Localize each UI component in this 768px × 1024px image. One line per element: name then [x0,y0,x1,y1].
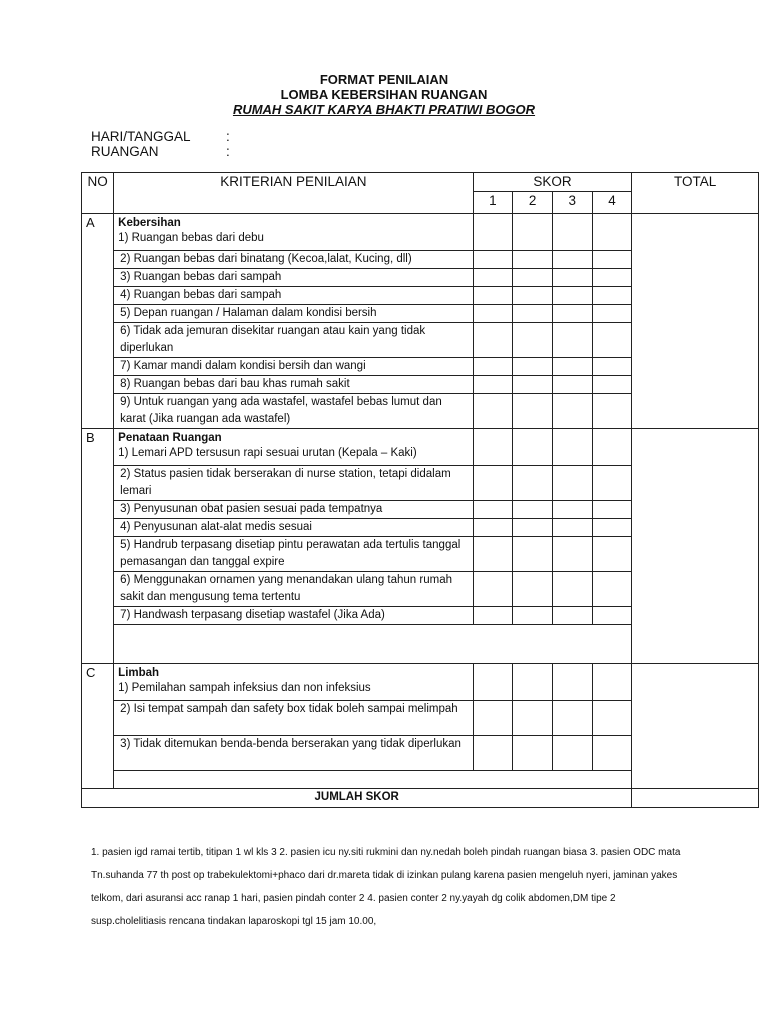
title-line-3: RUMAH SAKIT KARYA BHAKTI PRATIWI BOGOR [232,102,536,117]
score-cell[interactable] [513,664,553,701]
criteria-text: 9) Untuk ruangan yang ada wastafel, wastafel bebas lumut dan karat (Jika ruangan ada wastafel) [114,394,473,429]
criteria-text: 1) Pemilahan sampah infeksius dan non infeksius [118,682,371,694]
score-cell[interactable] [513,537,553,572]
jumlah-row [82,789,759,808]
score-cell[interactable] [592,251,632,269]
section-heading-row [82,214,759,251]
score-cell[interactable] [513,323,553,358]
score-cell[interactable] [513,519,553,537]
score-cell[interactable] [592,701,632,736]
criteria-text: 3) Ruangan bebas dari sampah [114,269,473,287]
section-heading-label: Limbah [118,667,160,679]
header-kriteria: KRITERIAN PENILAIAN [114,173,473,214]
score-cell[interactable] [513,394,553,429]
score-cell[interactable] [473,501,513,519]
jumlah-total-cell[interactable] [632,789,759,808]
score-cell[interactable] [513,376,553,394]
skor-col-4: 4 [592,192,632,214]
score-cell[interactable] [552,287,592,305]
score-cell[interactable] [473,251,513,269]
criteria-text: 7) Kamar mandi dalam kondisi bersih dan wangi [114,358,473,376]
score-cell[interactable] [552,323,592,358]
score-cell[interactable] [473,701,513,736]
score-cell[interactable] [513,214,553,251]
score-cell[interactable] [473,537,513,572]
score-cell[interactable] [473,323,513,358]
score-cell[interactable] [592,537,632,572]
score-cell[interactable] [552,214,592,251]
score-cell[interactable] [552,251,592,269]
document-title-block [0,72,768,117]
score-cell[interactable] [592,358,632,376]
score-cell[interactable] [473,287,513,305]
blank-cell [114,625,632,664]
section-heading-label: Penataan Ruangan [118,432,222,444]
section-heading [114,214,473,251]
score-cell[interactable] [552,701,592,736]
section-heading-row [82,664,759,701]
score-cell[interactable] [473,376,513,394]
header-no: NO [82,173,114,214]
criteria-text: 2) Ruangan bebas dari binatang (Kecoa,lalat, Kucing, dll) [114,251,473,269]
score-cell[interactable] [473,572,513,607]
score-cell[interactable] [473,519,513,537]
section-heading [114,429,473,466]
section-no: C [82,664,114,789]
score-cell[interactable] [552,736,592,771]
score-cell[interactable] [513,736,553,771]
total-cell[interactable] [632,429,759,664]
score-cell[interactable] [592,736,632,771]
criteria-text: 5) Handrub terpasang disetiap pintu perawatan ada tertulis tanggal pemasangan dan tanggal expire [114,537,473,572]
score-cell[interactable] [552,537,592,572]
score-cell[interactable] [552,394,592,429]
score-cell[interactable] [552,664,592,701]
ruangan-label: RUANGAN [91,144,159,159]
score-cell[interactable] [592,664,632,701]
score-cell[interactable] [513,358,553,376]
score-cell[interactable] [473,358,513,376]
title-line-2: LOMBA KEBERSIHAN RUANGAN [280,87,488,102]
criteria-text: 1) Lemari APD tersusun rapi sesuai urutan (Kepala – Kaki) [118,447,417,459]
score-cell[interactable] [592,607,632,625]
score-cell[interactable] [592,466,632,501]
score-cell[interactable] [473,214,513,251]
score-cell[interactable] [552,269,592,287]
total-cell[interactable] [632,664,759,789]
score-cell[interactable] [552,305,592,323]
score-cell[interactable] [473,664,513,701]
section-no: B [82,429,114,664]
score-cell[interactable] [552,572,592,607]
section-no: A [82,214,114,429]
score-cell[interactable] [513,466,553,501]
title-line-1: FORMAT PENILAIAN [319,72,449,87]
score-cell[interactable] [592,214,632,251]
blank-cell [114,771,632,789]
score-cell[interactable] [513,429,553,466]
score-cell[interactable] [552,358,592,376]
hari-tanggal-colon: : [226,129,230,144]
skor-col-2: 2 [513,192,553,214]
jumlah-skor-label: JUMLAH SKOR [82,789,632,808]
score-cell[interactable] [592,305,632,323]
criteria-text: 2) Isi tempat sampah dan safety box tidak boleh sampai melimpah [114,701,473,736]
score-cell[interactable] [513,607,553,625]
criteria-text: 4) Ruangan bebas dari sampah [114,287,473,305]
score-cell[interactable] [513,572,553,607]
criteria-text: 3) Penyusunan obat pasien sesuai pada tempatnya [114,501,473,519]
section-heading-row [82,429,759,466]
score-cell[interactable] [513,269,553,287]
score-cell[interactable] [473,607,513,625]
assessment-table [81,172,759,808]
section-heading-label: Kebersihan [118,217,181,229]
total-cell[interactable] [632,214,759,429]
criteria-text: 6) Tidak ada jemuran disekitar ruangan atau kain yang tidak diperlukan [114,323,473,358]
score-cell[interactable] [513,305,553,323]
score-cell[interactable] [473,429,513,466]
score-cell[interactable] [592,519,632,537]
score-cell[interactable] [473,466,513,501]
notes-paragraph: 1. pasien igd ramai tertib, titipan 1 wl kls 3 2. pasien icu ny.siti rukmini dan ny.nedah boleh pindah ruangan biasa 3. pasien ODC mata Tn.suhanda 77 th post op trabekulektomi+phaco dari dr.mareta tidak di izinkan pulang karena pasien mengeluh nyeri, jaminan yakes telkom, dari asuransi acc ranap 1 hari, pasien pindah conter 2 4. pasien conter 2 ny.yayah dg colik abdomen,DM tipe 2 susp.cholelitiasis rencana tindakan laparoskopi tgl 15 jam 10.00, [91,847,681,927]
criteria-text: 8) Ruangan bebas dari bau khas rumah sakit [114,376,473,394]
section-heading [114,664,473,701]
score-cell[interactable] [592,572,632,607]
skor-col-3: 3 [552,192,592,214]
score-cell[interactable] [592,323,632,358]
criteria-text: 6) Menggunakan ornamen yang menandakan ulang tahun rumah sakit dan mengusung tema tertentu [114,572,473,607]
score-cell[interactable] [552,501,592,519]
score-cell[interactable] [592,269,632,287]
score-cell[interactable] [592,376,632,394]
score-cell[interactable] [552,519,592,537]
score-cell[interactable] [513,501,553,519]
score-cell[interactable] [473,736,513,771]
score-cell[interactable] [552,376,592,394]
score-cell[interactable] [473,269,513,287]
header-skor: SKOR [473,173,632,192]
criteria-text: 1) Ruangan bebas dari debu [118,232,264,244]
ruangan-colon: : [226,144,230,159]
meta-fields [91,129,230,159]
skor-col-1: 1 [473,192,513,214]
criteria-text: 4) Penyusunan alat-alat medis sesuai [114,519,473,537]
score-cell[interactable] [473,305,513,323]
score-cell[interactable] [592,394,632,429]
criteria-text: 2) Status pasien tidak berserakan di nurse station, tetapi didalam lemari [114,466,473,501]
score-cell[interactable] [592,429,632,466]
score-cell[interactable] [552,429,592,466]
score-cell[interactable] [552,466,592,501]
criteria-text: 5) Depan ruangan / Halaman dalam kondisi bersih [114,305,473,323]
score-cell[interactable] [513,701,553,736]
score-cell[interactable] [552,607,592,625]
score-cell[interactable] [513,287,553,305]
criteria-text: 7) Handwash terpasang disetiap wastafel (Jika Ada) [114,607,473,625]
header-total: TOTAL [632,173,759,214]
score-cell[interactable] [513,251,553,269]
criteria-text: 3) Tidak ditemukan benda-benda berserakan yang tidak diperlukan [114,736,473,771]
score-cell[interactable] [592,501,632,519]
score-cell[interactable] [473,394,513,429]
score-cell[interactable] [592,287,632,305]
hari-tanggal-label: HARI/TANGGAL [91,129,191,144]
